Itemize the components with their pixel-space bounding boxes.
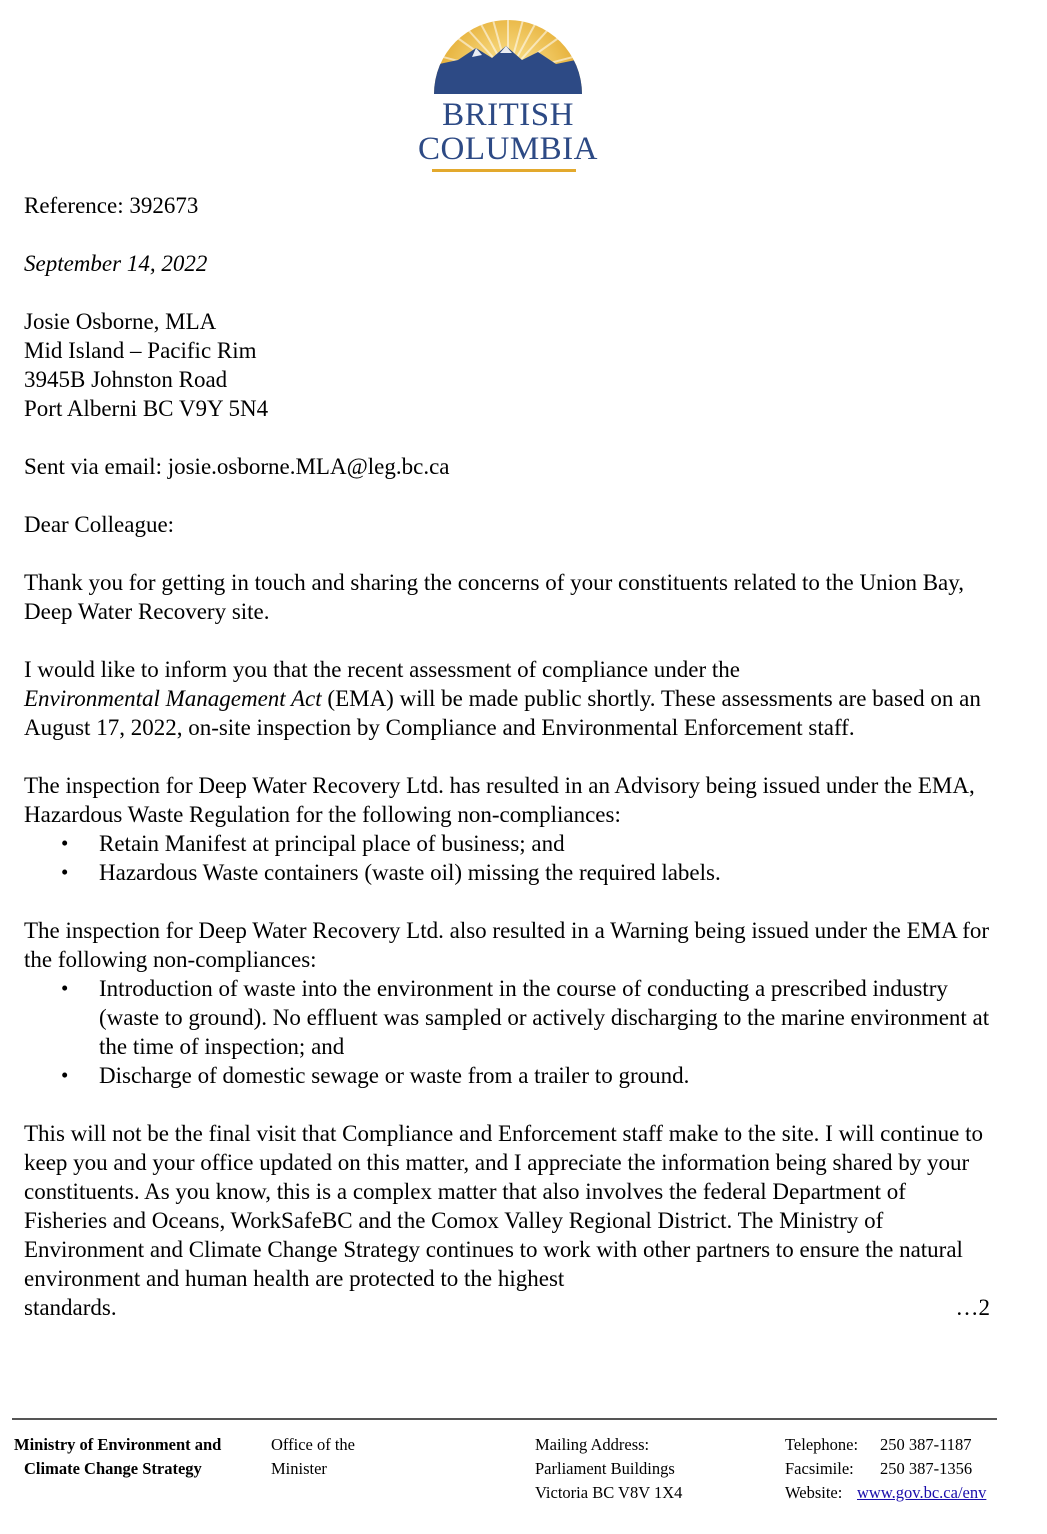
facsimile-value: 250 387-1356: [880, 1459, 973, 1478]
paragraph-2-intro: I would like to inform you that the recent assessment of compliance under the: [24, 657, 740, 682]
paragraph-2-rest: (EMA) will be made public shortly. These assessments are based on an August 17, 2022, on-site inspection by Compliance and Environmental Enforcement staff.: [24, 686, 981, 740]
recipient-address: [24, 307, 990, 423]
letter-body: [24, 191, 990, 1322]
bc-logo: [410, 2, 606, 176]
sun-mountains-icon: [410, 2, 606, 102]
sent-via-email: Sent via email: josie.osborne.MLA@leg.bc.ca: [24, 454, 450, 479]
website-row: [785, 1481, 986, 1505]
logo-wordmark-columbia: COLUMBIA: [417, 131, 598, 167]
paragraph-4: The inspection for Deep Water Recovery Ltd. also resulted in a Warning being issued under the EMA for the following non-compliances:: [24, 918, 990, 972]
office-line: Minister: [271, 1459, 327, 1478]
paragraph-5: This will not be the final visit that Compliance and Enforcement staff make to the site. I will continue to keep you and your office updated on this matter, and I appreciate the information being shared by your constituents. As you know, this is a complex matter that also involves the federal Department of Fisheries and Oceans, WorkSafeBC and the Comox Valley Regional District. The Ministry of Environment and Climate Change Strategy continues to work with other partners to ensure the natural environment and human health are protected to the highest: [24, 1121, 983, 1291]
footer-divider: [12, 1418, 997, 1420]
address-line: Port Alberni BC V9Y 5N4: [24, 396, 269, 421]
mailing-line: Mailing Address:: [535, 1435, 650, 1454]
website-link[interactable]: www.gov.bc.ca/env: [857, 1483, 987, 1502]
address-line: 3945B Johnston Road: [24, 367, 228, 392]
paragraph-1: Thank you for getting in touch and sharing the concerns of your constituents related to the Union Bay, Deep Water Recovery site.: [24, 570, 965, 624]
list-item: • Discharge of domestic sewage or waste from a trailer to ground.: [24, 1061, 990, 1090]
facsimile-label: Facsimile:: [785, 1459, 854, 1478]
list-item: • Hazardous Waste containers (waste oil) missing the required labels.: [24, 858, 990, 887]
reference-number: Reference: 392673: [24, 193, 199, 218]
website-label: Website:: [785, 1483, 843, 1502]
telephone-value: 250 387-1187: [880, 1435, 972, 1454]
footer-office: [271, 1433, 355, 1481]
letter-date: September 14, 2022: [24, 251, 208, 276]
continued-page-marker: …2: [955, 1295, 990, 1320]
salutation: Dear Colleague:: [24, 512, 175, 537]
paragraph-5-end: standards.: [24, 1295, 117, 1320]
paragraph-5-last-line: [24, 1293, 990, 1322]
office-line: Office of the: [271, 1435, 355, 1454]
warning-list: [24, 974, 990, 1090]
telephone-row: [785, 1433, 986, 1457]
address-line: Mid Island – Pacific Rim: [24, 338, 257, 363]
act-title: Environmental Management Act: [24, 686, 322, 711]
paragraph-3: The inspection for Deep Water Recovery Ltd. has resulted in an Advisory being issued under the EMA, Hazardous Waste Regulation for the following non-compliances:: [24, 773, 975, 827]
ministry-line: Ministry of Environment and: [14, 1435, 222, 1454]
advisory-list: [24, 829, 990, 887]
mailing-line: Victoria BC V8V 1X4: [535, 1483, 683, 1502]
mailing-line: Parliament Buildings: [535, 1459, 675, 1478]
telephone-label: Telephone:: [785, 1435, 859, 1454]
list-item: • Retain Manifest at principal place of business; and: [24, 829, 990, 858]
footer-ministry: [14, 1433, 221, 1481]
paragraph-2: [24, 655, 990, 742]
logo-underline: [432, 169, 576, 172]
footer-mailing-address: [535, 1433, 682, 1505]
footer-contact: [785, 1433, 986, 1505]
logo-wordmark-british: BRITISH: [442, 97, 574, 133]
ministry-line: Climate Change Strategy: [24, 1459, 202, 1478]
address-line: Josie Osborne, MLA: [24, 309, 217, 334]
facsimile-row: [785, 1457, 986, 1481]
list-item: • Introduction of waste into the environment in the course of conducting a prescribed industry (waste to ground). No effluent was sampled or actively discharging to the marine environment at the time of inspection; and: [24, 974, 990, 1061]
